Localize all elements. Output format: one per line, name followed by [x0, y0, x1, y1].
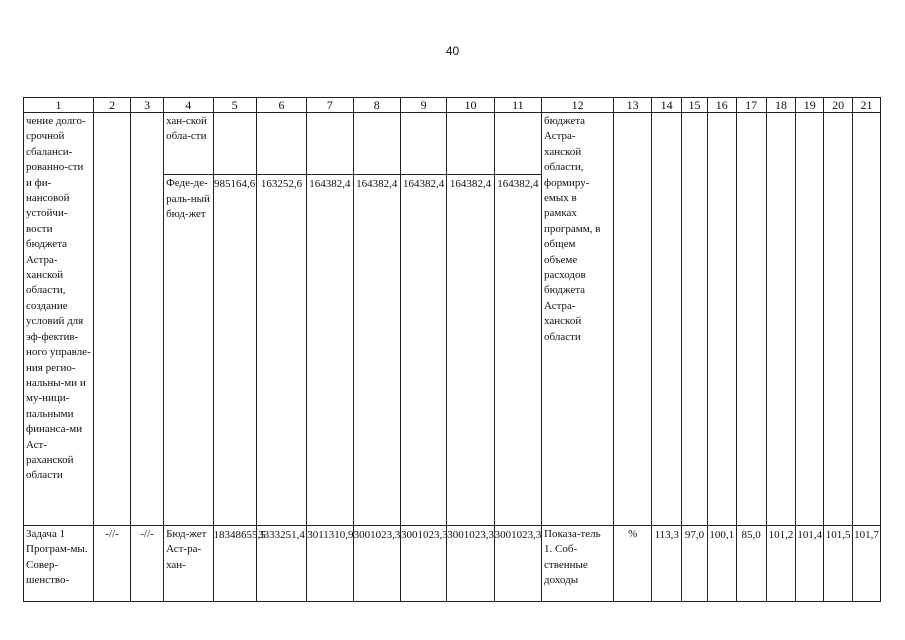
header-cell: 15 [682, 98, 708, 113]
column-number-row [24, 98, 881, 113]
header-cell: 16 [707, 98, 736, 113]
indicator-value-cell: 101,4 [796, 526, 824, 602]
empty-cell [307, 113, 353, 175]
table-row [24, 113, 881, 175]
empty-cell [614, 113, 652, 526]
empty-cell [94, 113, 131, 526]
amount-cell: 164382,4 [400, 175, 446, 526]
amount-cell: 18348655,5 [213, 526, 256, 602]
amount-cell: 164382,4 [307, 175, 353, 526]
header-cell: 7 [307, 98, 353, 113]
header-cell: 17 [736, 98, 766, 113]
header-cell: 6 [256, 98, 306, 113]
ditto-cell: -//- [131, 526, 164, 602]
empty-cell [736, 113, 766, 526]
empty-cell [682, 113, 708, 526]
empty-cell [213, 113, 256, 175]
empty-cell [447, 113, 494, 175]
header-cell: 14 [652, 98, 682, 113]
empty-cell [796, 113, 824, 526]
page-number: 40 [445, 44, 460, 58]
task-description-cell: Задача 1 Програм-мы. Совер-шенство- [24, 526, 94, 602]
header-cell: 18 [766, 98, 796, 113]
header-cell: 3 [131, 98, 164, 113]
amount-cell: 163252,6 [256, 175, 306, 526]
header-cell: 20 [824, 98, 853, 113]
amount-cell: 164382,4 [447, 175, 494, 526]
header-cell: 19 [796, 98, 824, 113]
header-cell: 1 [24, 98, 94, 113]
header-cell: 5 [213, 98, 256, 113]
amount-cell: 3333251,4 [256, 526, 306, 602]
indicator-value-cell: 97,0 [682, 526, 708, 602]
amount-cell: 3001023,3 [400, 526, 446, 602]
empty-cell [824, 113, 853, 526]
header-cell: 2 [94, 98, 131, 113]
empty-cell [400, 113, 446, 175]
indicator-value-cell: 113,3 [652, 526, 682, 602]
funding-source-cell: Феде-де-раль-ный бюд-жет [164, 175, 213, 526]
indicator-value-cell: 101,2 [766, 526, 796, 602]
indicator-value-cell: 100,1 [707, 526, 736, 602]
header-cell: 10 [447, 98, 494, 113]
amount-cell: 164382,4 [494, 175, 541, 526]
indicator-description-cell: бюджета Астра-ханской области, формиру-емых в рамках программ, в общем объеме расходов бюджета Астра-ханской области [542, 113, 614, 526]
header-cell: 21 [853, 98, 881, 113]
amount-cell: 164382,4 [353, 175, 400, 526]
header-cell: 8 [353, 98, 400, 113]
program-table [23, 97, 881, 602]
table-row [24, 526, 881, 602]
header-cell: 13 [614, 98, 652, 113]
amount-cell: 3011310,9 [307, 526, 353, 602]
empty-cell [131, 113, 164, 526]
amount-cell: 985164,6 [213, 175, 256, 526]
ditto-cell: -//- [94, 526, 131, 602]
header-cell: 4 [164, 98, 213, 113]
empty-cell [256, 113, 306, 175]
goal-description-cell: чение долго-срочной сбаланси-рованно-сти и фи-нансовой устойчи-вости бюджета Астра-ханской области, создание условий для эф-фектив-ного управле-ния регио-нальны-ми и му-ници-пальными финанса-ми Аст-раханской области [24, 113, 94, 526]
indicator-description-cell: Показа-тель 1. Соб-ственные доходы [542, 526, 614, 602]
indicator-value-cell: 85,0 [736, 526, 766, 602]
empty-cell [707, 113, 736, 526]
empty-cell [853, 113, 881, 526]
empty-cell [652, 113, 682, 526]
amount-cell: 3001023,3 [447, 526, 494, 602]
header-cell: 11 [494, 98, 541, 113]
unit-cell: % [614, 526, 652, 602]
indicator-value-cell: 101,5 [824, 526, 853, 602]
header-cell: 9 [400, 98, 446, 113]
indicator-value-cell: 101,7 [853, 526, 881, 602]
funding-source-cell: Бюд-жет Аст-ра-хан- [164, 526, 213, 602]
empty-cell [494, 113, 541, 175]
amount-cell: 3001023,3 [353, 526, 400, 602]
header-cell: 12 [542, 98, 614, 113]
funding-source-cell: хан-ской обла-сти [164, 113, 213, 175]
empty-cell [766, 113, 796, 526]
empty-cell [353, 113, 400, 175]
amount-cell: 3001023,3 [494, 526, 541, 602]
